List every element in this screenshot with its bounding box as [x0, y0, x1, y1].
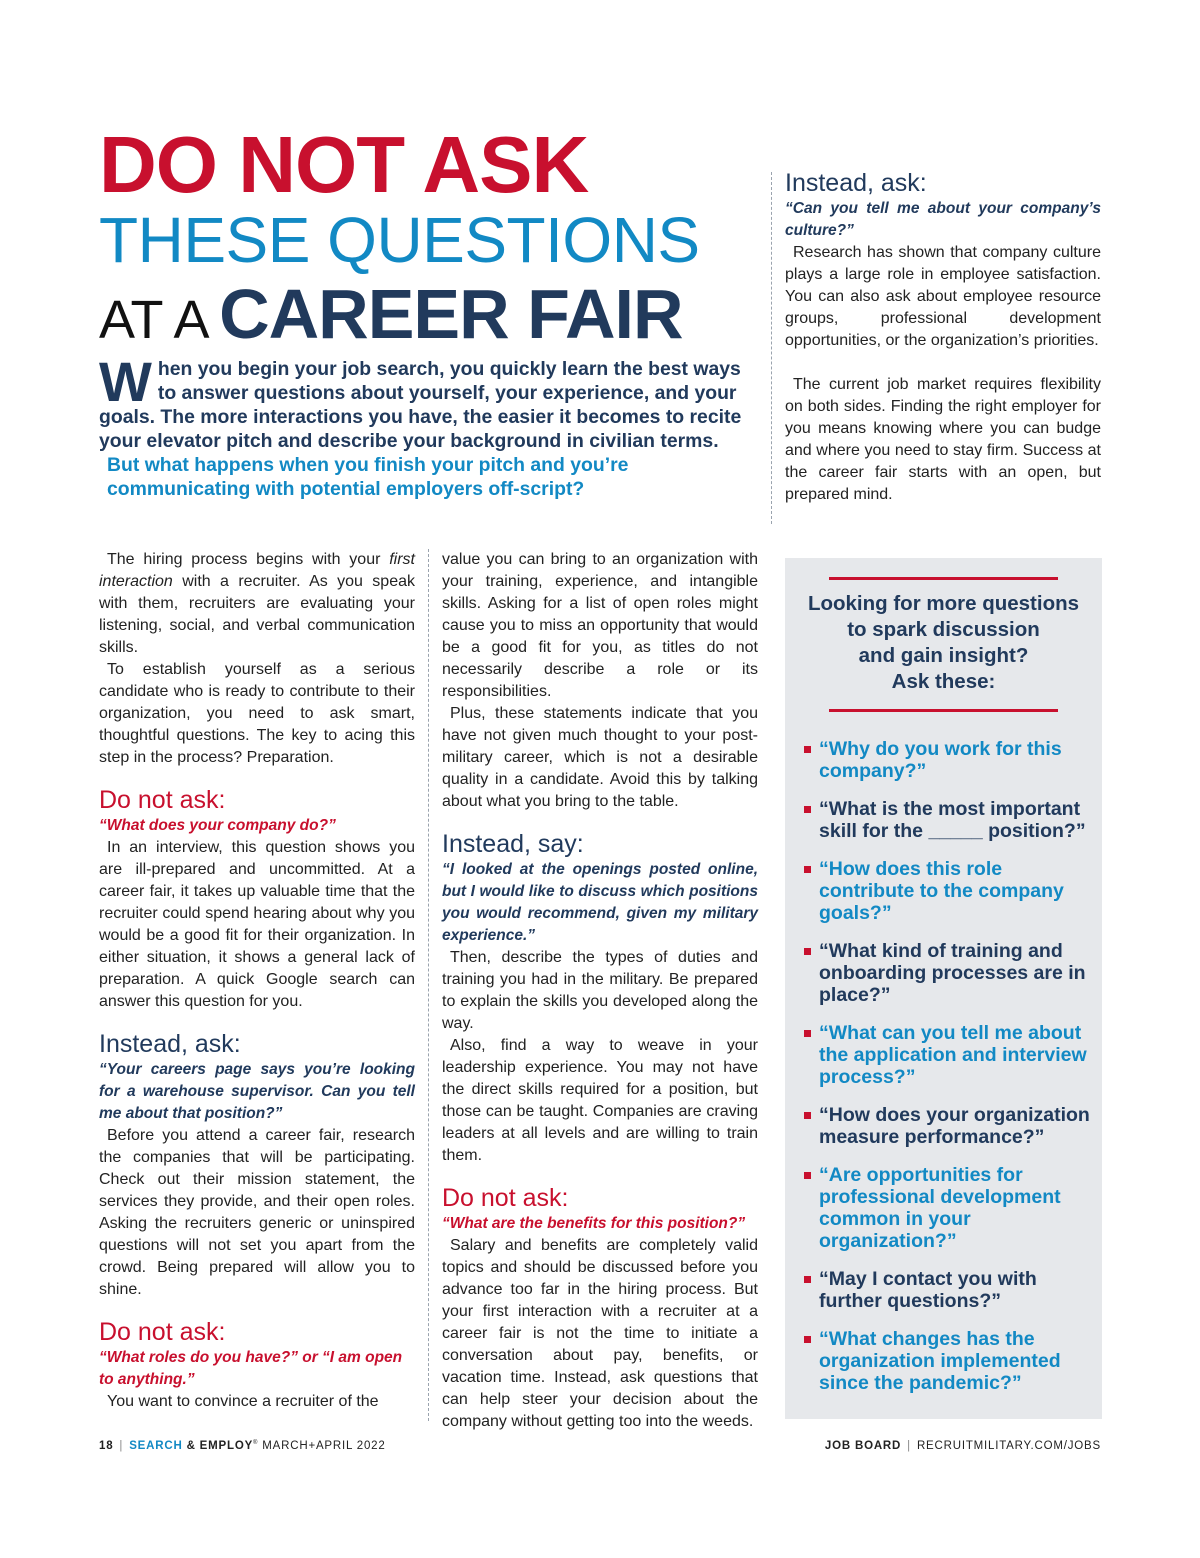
- question-quote: “What are the benefits for this position?”: [442, 1215, 746, 1232]
- sidebar-question-text: “Why do you work for this company?”: [819, 738, 1062, 782]
- intro-paragraph: [99, 350, 759, 501]
- article-column-2: [442, 549, 758, 1433]
- sidebar-question-text: “How does this role contribute to the company goals?”: [819, 858, 1064, 924]
- magazine-name-b: & EMPLOY: [186, 1440, 254, 1452]
- sidebar-question-item: [803, 1268, 1093, 1312]
- footer-separator: |: [119, 1440, 124, 1452]
- body-paragraph: The current job market requires flexibility on both sides. Finding the right employer for you means knowing where you can budge and where you need to stay firm. Success at the career fair starts with an open, but prepared mind.: [785, 376, 1101, 503]
- headline-line-1: DO NOT ASK: [99, 120, 589, 209]
- sidebar-question-text: “What changes has the organization implemented since the pandemic?”: [819, 1328, 1061, 1394]
- subhead-instead-ask: Instead, ask:: [785, 169, 927, 197]
- text-run: The hiring process begins with your: [107, 551, 390, 568]
- paragraph-gap: [785, 352, 1101, 374]
- subhead-instead-say: Instead, say:: [442, 830, 584, 858]
- headline-line-2: THESE QUESTIONS: [99, 204, 700, 276]
- subhead-do-not-ask: Do not ask:: [442, 1184, 569, 1212]
- footer-right: [825, 1440, 1101, 1452]
- body-paragraph: Salary and benefits are completely valid topics and should be discussed before you advance too far in the hiring process. But your first interaction with a recruiter at a career fair is not the time to initiate a conversation about pay, benefits, or vacation time. Instead, ask questions that can help steer your decision about the company without getting too into the weeds.: [442, 1237, 758, 1430]
- sidebar-title: [785, 591, 1102, 695]
- square-bullet-icon: [804, 1172, 811, 1179]
- questions-sidebar: [785, 558, 1102, 1419]
- square-bullet-icon: [804, 1112, 811, 1119]
- intro-question: But what happens when you finish your pitch and you’re communicating with potential employers off-script?: [107, 454, 629, 500]
- sidebar-question-item: [803, 738, 1093, 782]
- square-bullet-icon: [804, 1336, 811, 1343]
- question-quote: “Your careers page says you’re looking for a warehouse supervisor. Can you tell me about that position?”: [99, 1061, 415, 1122]
- footer-url[interactable]: RECRUITMILITARY.COM/JOBS: [916, 1440, 1101, 1452]
- square-bullet-icon: [804, 806, 811, 813]
- body-paragraph: Plus, these statements indicate that you have not given much thought to your post-military career, which is not a desirable quality in a candidate. Avoid this by talking about what you bring to the table.: [442, 705, 758, 810]
- sidebar-question-text: “What can you tell me about the application and interview process?”: [819, 1022, 1087, 1088]
- column-divider: [428, 549, 429, 1421]
- subhead-do-not-ask: Do not ask:: [99, 786, 226, 814]
- sidebar-question-text: “What is the most important skill for the _____ position?”: [819, 798, 1086, 842]
- sidebar-bottom-rule: [829, 709, 1058, 712]
- sidebar-title-line: Looking for more questions: [807, 592, 1080, 615]
- body-paragraph: value you can bring to an organization with your training, experience, and intangible skills. Asking for a list of open roles might cause you to miss an opportunity that would be a good fit for you, as titles do not necessarily describe a role or its responsibilities.: [442, 551, 758, 700]
- headline-line-3b: CAREER FAIR: [219, 275, 683, 353]
- body-paragraph: [99, 549, 415, 659]
- square-bullet-icon: [804, 948, 811, 955]
- footer-separator: |: [907, 1440, 911, 1452]
- sidebar-question-list: [803, 738, 1093, 1410]
- intro-text: hen you begin your job search, you quickly learn the best ways to answer questions about yourself, your experience, and your goals. The more interactions you have, the easier it becomes to recite your elevator pitch and describe your background in civilian terms.: [99, 358, 742, 452]
- sidebar-question-item: [803, 858, 1093, 924]
- sidebar-question-item: [803, 1022, 1093, 1088]
- question-quote: “What does your company do?”: [99, 817, 336, 834]
- subhead-instead-ask: Instead, ask:: [99, 1030, 241, 1058]
- body-paragraph: Then, describe the types of duties and training you had in the military. Be prepared to explain the skills you developed along the way.: [442, 949, 758, 1032]
- magazine-name-a: SEARCH: [129, 1440, 183, 1452]
- drop-cap: W: [99, 350, 152, 413]
- square-bullet-icon: [804, 1276, 811, 1283]
- article-column-3: [785, 168, 1101, 506]
- text-run: with a recruiter. As you speak with them, recruiters are evaluating your listening, social, and verbal communication skills.: [99, 573, 415, 656]
- body-paragraph: Also, find a way to weave in your leadership experience. You may not have the direct skills required for a position, but those can be taught. Companies are craving leaders at all levels and are willing to train them.: [442, 1037, 758, 1164]
- page-number: 18: [99, 1440, 114, 1452]
- body-paragraph: In an interview, this question shows you are ill-prepared and uncommitted. At a career fair, it takes up valuable time that the recruiter could spend hearing about why you would be a good fit for their organization. In either situation, it shows a general lack of preparation. A quick Google search can answer this question for you.: [99, 839, 415, 1010]
- sidebar-top-rule: [829, 577, 1058, 580]
- headline: [99, 120, 759, 370]
- sidebar-question-text: “How does your organization measure performance?”: [819, 1104, 1090, 1148]
- sidebar-question-text: “What kind of training and onboarding processes are in place?”: [819, 940, 1086, 1006]
- sidebar-title-line: Ask these:: [891, 670, 996, 693]
- emphasis-text: first interaction: [99, 551, 415, 590]
- headline-line-3a: AT A: [99, 290, 210, 350]
- body-paragraph: Before you attend a career fair, research the companies that will be participating. Check out their mission statement, the services they provide, and their open roles. Asking the recruiters generic or uninspired questions will not set you apart from the crowd. Being prepared will allow you to shine.: [99, 1127, 415, 1298]
- question-quote: “I looked at the openings posted online, but I would like to discuss which positions you would recommend, given my military experience.”: [442, 861, 758, 944]
- sidebar-title-line: to spark discussion: [847, 618, 1040, 641]
- sidebar-question-text: “Are opportunities for professional development common in your organization?”: [819, 1164, 1061, 1252]
- subhead-do-not-ask: Do not ask:: [99, 1318, 226, 1346]
- section-name: JOB BOARD: [824, 1440, 902, 1452]
- sidebar-question-item: [803, 798, 1093, 842]
- body-paragraph: Research has shown that company culture plays a large role in employee satisfaction. You can also ask about employee resource groups, professional development opportunities, or the organization’s priorities.: [785, 244, 1101, 349]
- body-paragraph: To establish yourself as a serious candidate who is ready to contribute to their organization, you need to ask smart, thoughtful questions. The key to acing this step in the process? Preparation.: [99, 661, 415, 766]
- square-bullet-icon: [804, 1030, 811, 1037]
- square-bullet-icon: [804, 866, 811, 873]
- body-paragraph: You want to convince a recruiter of the: [107, 1393, 379, 1410]
- sidebar-question-text: “May I contact you with further questions?”: [819, 1268, 1037, 1312]
- question-quote: “What roles do you have?” or “I am open to anything.”: [99, 1349, 403, 1388]
- sidebar-question-item: [803, 1104, 1093, 1148]
- column-divider: [771, 172, 772, 524]
- issue-date: MARCH+APRIL 2022: [262, 1440, 386, 1452]
- registered-mark: ®: [253, 1440, 259, 1447]
- sidebar-question-item: [803, 1328, 1093, 1394]
- sidebar-question-item: [803, 940, 1093, 1006]
- sidebar-title-line: and gain insight?: [858, 644, 1029, 667]
- square-bullet-icon: [804, 746, 811, 753]
- sidebar-question-item: [803, 1164, 1093, 1252]
- footer-left: [99, 1440, 386, 1452]
- article-column-1: [99, 549, 415, 1413]
- question-quote: “Can you tell me about your company’s culture?”: [785, 200, 1101, 239]
